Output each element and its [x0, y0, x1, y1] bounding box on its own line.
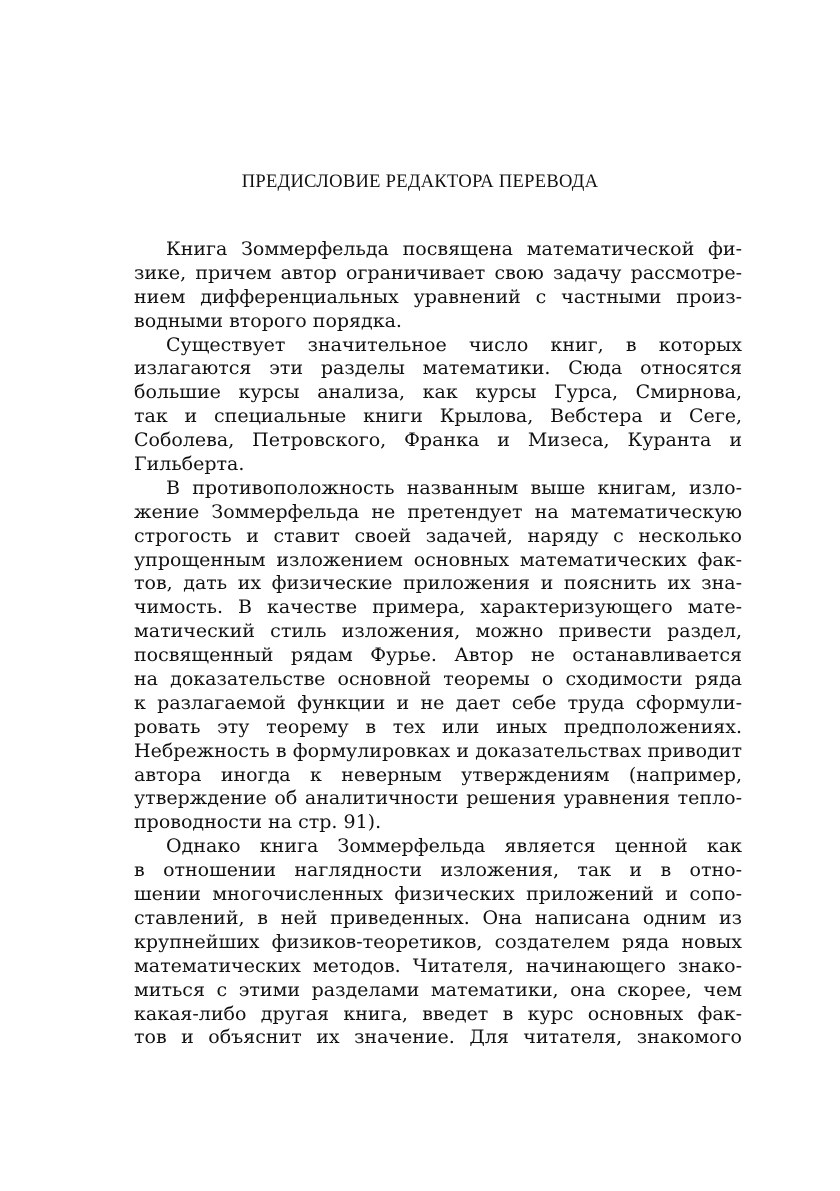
- text-line: Небрежность в формулировках и доказательствах приводит: [134, 739, 742, 762]
- text-line: в отношении наглядности изложения, так и в отно-: [134, 859, 742, 882]
- text-line: жение Зоммерфельда не претендует на математическую: [134, 500, 742, 523]
- text-line: водными второго порядка.: [134, 309, 402, 332]
- text-line: Существует значительное число книг, в которых: [166, 333, 742, 356]
- text-line: ровать эту теорему в тех или иных предположениях.: [134, 715, 742, 738]
- text-line: так и специальные книги Крылова, Вебстера и Сеге,: [134, 405, 742, 428]
- text-line: посвященный рядам Фурье. Автор не останавливается: [134, 644, 742, 667]
- text-line: крупнейших физиков-теоретиков, создателем ряда новых: [134, 930, 742, 953]
- text-line: излагаются эти разделы математики. Сюда относятся: [134, 357, 742, 380]
- body-text: [134, 238, 742, 1050]
- text-line: Книга Зоммерфельда посвящена математической фи-: [166, 238, 742, 260]
- text-line: к разлагаемой функции и не дает себе труда сформули-: [134, 691, 742, 714]
- text-line: утверждение об аналитичности решения уравнения тепло-: [134, 787, 742, 810]
- text-line: ставлений, в ней приведенных. Она написана одним из: [134, 906, 742, 929]
- text-line: на доказательстве основной теоремы о сходимости ряда: [134, 668, 742, 691]
- text-line: большие курсы анализа, как курсы Гурса, Смирнова,: [134, 381, 742, 404]
- text-line: Однако книга Зоммерфельда является ценной как: [166, 835, 742, 858]
- text-line: миться с этими разделами математики, она скорее, чем: [134, 978, 742, 1001]
- text-line: В противоположность названным выше книгам, изло-: [166, 476, 742, 499]
- text-line: проводности на стр. 91).: [134, 811, 382, 834]
- text-line: чимость. В качестве примера, характеризующего мате-: [134, 596, 742, 619]
- text-line: какая-либо другая книга, введет в курс основных фак-: [134, 1002, 742, 1025]
- text-line: упрощенным изложением основных математических фак-: [134, 548, 742, 571]
- text-line: тов и объяснит их значение. Для читателя, знакомого: [134, 1026, 742, 1049]
- text-line: зике, причем автор ограничивает свою задачу рассмотре-: [134, 261, 742, 284]
- text-line: Соболева, Петровского, Франка и Мизеса, Куранта и: [134, 429, 742, 452]
- text-line: шении многочисленных физических приложений и сопо-: [134, 883, 742, 906]
- text-line: математических методов. Читателя, начинающего знако-: [134, 954, 742, 977]
- text-line: тов, дать их физические приложения и пояснить их зна-: [134, 572, 742, 595]
- text-line: автора иногда к неверным утверждениям (например,: [134, 763, 742, 786]
- page-title: ПРЕДИСЛОВИЕ РЕДАКТОРА ПЕРЕВОДА: [241, 172, 599, 192]
- text-line: строгость и ставит своей задачей, наряду с несколько: [134, 524, 742, 547]
- text-line: матический стиль изложения, можно привести раздел,: [134, 620, 742, 643]
- text-line: нием дифференциальных уравнений с частными произ-: [134, 285, 742, 308]
- text-line: Гильберта.: [134, 453, 245, 476]
